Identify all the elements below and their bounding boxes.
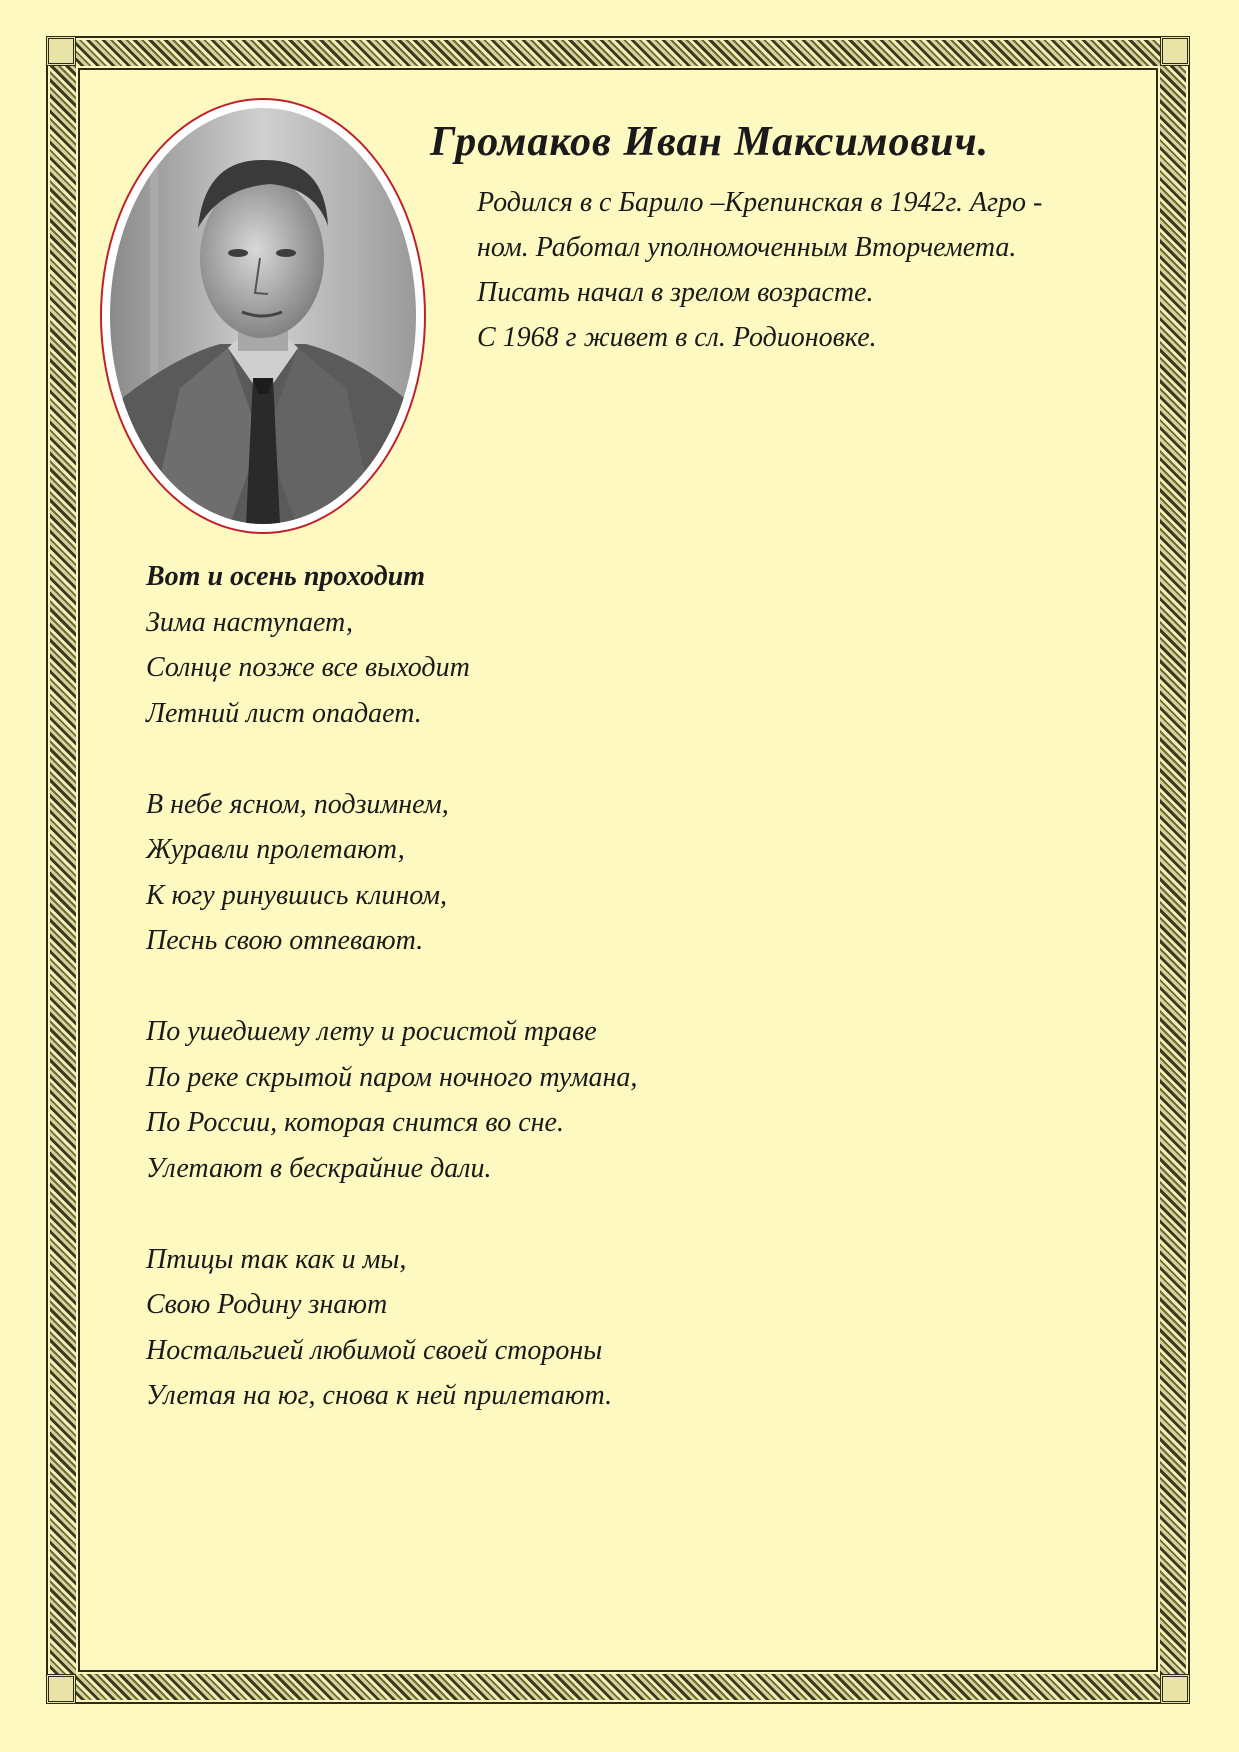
author-biography [477,180,1177,360]
poem-stanza-2 [146,782,1046,964]
poem [146,554,1046,1464]
poem-first-line: Вот и осень проходит [146,561,426,592]
author-portrait [100,98,426,534]
poem-line: В небе ясном, подзимнем, [146,788,449,820]
poem-line: По реке скрытой паром ночного тумана, [146,1061,638,1093]
poem-line: Улетают в бескрайние дали. [146,1152,492,1184]
poem-line: Свою Родину знают [146,1289,388,1320]
poem-line: Солнце позже все выходит [146,652,470,683]
poem-line: Ностальгией любимой своей стороны [146,1334,603,1366]
corner-ornament-bottom-right [1160,1674,1190,1704]
poem-line: Улетая на юг, снова к ней прилетают. [146,1380,613,1411]
poem-line: К югу ринувшись клином, [146,879,448,911]
bio-line: С 1968 г живет в сл. Родионовке. [477,322,877,353]
bio-line: ном. Работал уполномоченным Вторчемета. [477,232,1017,263]
poem-line: Птицы так как и мы, [146,1243,407,1275]
poem-stanza-4 [146,1237,1046,1419]
poem-line: Песнь свою отпевают. [146,925,424,956]
poem-line: Летний лист опадает. [146,697,422,729]
author-name: Громаков Иван Максимович. [430,119,990,165]
corner-ornament-top-right [1160,36,1190,66]
poem-stanza-1 [146,554,1046,736]
bio-line: Родился в с Барило –Крепинская в 1942г. Агро - [477,187,1043,218]
poem-line: По России, которая снится во сне. [146,1107,564,1138]
corner-ornament-bottom-left [46,1674,76,1704]
portrait-photo [110,108,416,524]
poem-line: Журавли пролетают, [146,834,405,865]
poem-stanza-3 [146,1009,1046,1191]
corner-ornament-top-left [46,36,76,66]
poem-line: Зима наступает, [146,606,353,638]
bio-line: Писать начал в зрелом возрасте. [477,277,874,308]
poem-line: По ушедшему лету и росистой траве [146,1016,597,1047]
